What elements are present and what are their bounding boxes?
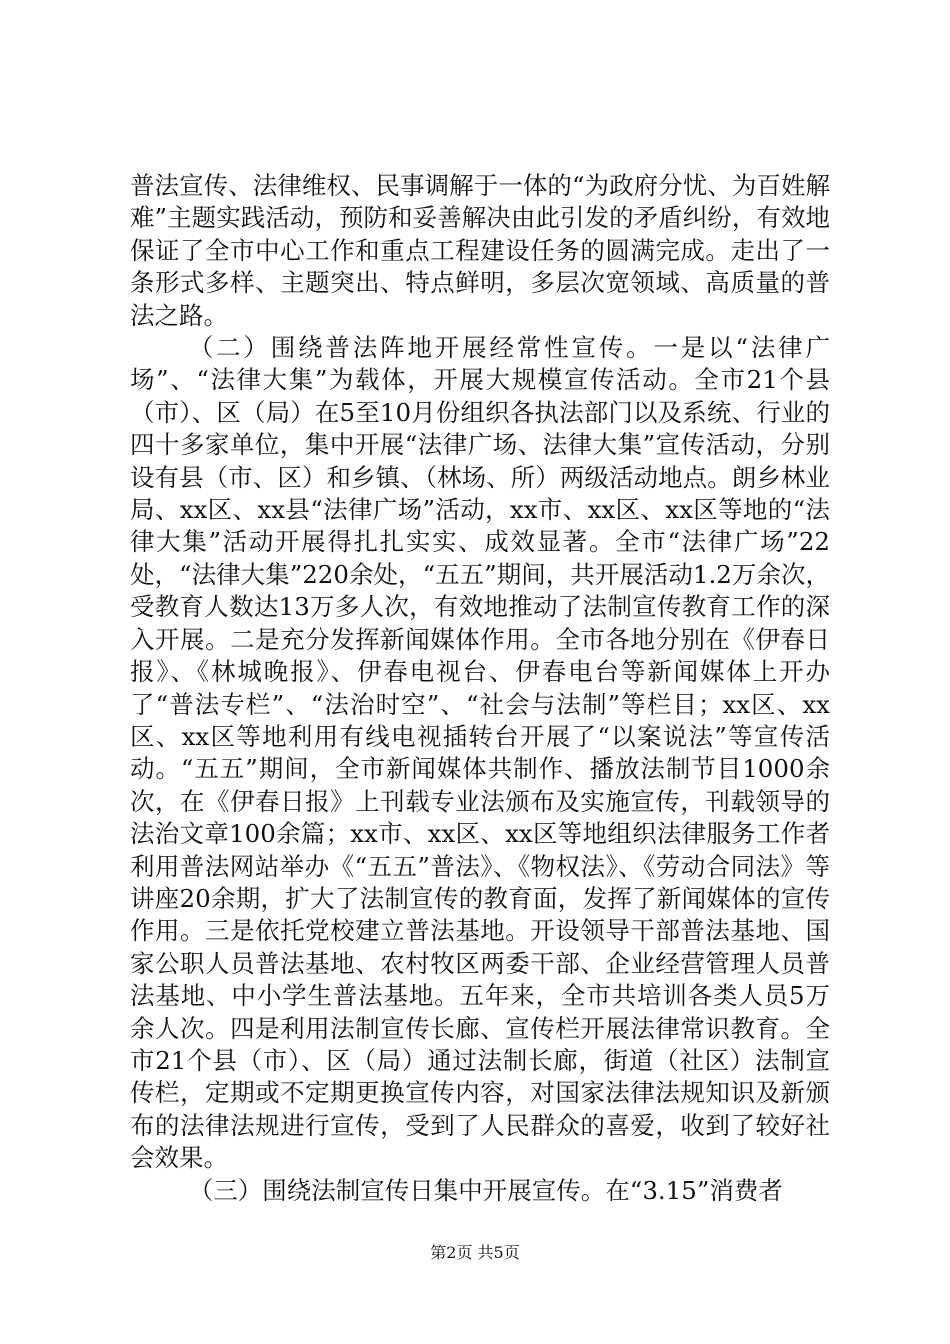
paragraph-continuation: 普法宣传、法律维权、民事调解于一体的“为政府分忧、为百姓解难”主题实践活动，预防和妥善解决由此引发的矛盾纠纷，有效地保证了全市中心工作和重点工程建设任务的圆满完成。走出了一条形式多样、主题突出、特点鲜明，多层次宽领域、高质量的普法之路。 bbox=[130, 171, 830, 330]
document-body bbox=[130, 170, 830, 1207]
paragraph-section-three: （三）围绕法制宣传日集中开展宣传。在“3.15”消费者 bbox=[188, 1175, 783, 1205]
paragraph-section-two: （二）围绕普法阵地开展经常性宣传。一是以“法律广场”、“法律大集”为载体，开展大规模宣传活动。全市21个县（市）、区（局）在5至10月份组织各执法部门以及系统、行业的四十多家单位，集中开展“法律广场、法律大集”宣传活动，分别设有县（市、区）和乡镇、（林场、所）两级活动地点。朗乡林业局、xx区、xx县“法律广场”活动，xx市、xx区、xx区等地的“法律大集”活动开展得扎扎实实、成效显著。全市“法律广场”22处，“法律大集”220余处，“五五”期间，共开展活动1.2万余次，受教育人数达13万多人次，有效地推动了法制宣传教育工作的深入开展。二是充分发挥新闻媒体作用。全市各地分别在《伊春日报》、《林城晚报》、伊春电视台、伊春电台等新闻媒体上开办了“普法专栏”、“法治时空”、“社会与法制”等栏目；xx区、xx区、xx区等地利用有线电视插转台开展了“以案说法”等宣传活动。“五五”期间，全市新闻媒体共制作、播放法制节目1000余次，在《伊春日报》上刊载专业法颁布及实施宣传，刊载领导的法治文章100余篇；xx市、xx区、xx区等地组织法律服务工作者利用普法网站举办《“五五”普法》、《物权法》、《劳动合同法》等讲座20余期，扩大了法制宣传的教育面，发挥了新闻媒体的宣传作用。三是依托党校建立普法基地。开设领导干部普法基地、国家公职人员普法基地、农村牧区两委干部、企业经营管理人员普法基地、中小学生普法基地。五年来，全市共培训各类人员5万余人次。四是利用法制宣传长廊、宣传栏开展法律常识教育。全市21个县（市）、区（局）通过法制长廊，街道（社区）法制宣传栏，定期或不定期更换宣传内容，对国家法律法规知识及新颁布的法律法规进行宣传，受到了人民群众的喜爱，收到了较好社会效果。 bbox=[130, 333, 830, 1173]
page-number-footer: 第2页 共5页 bbox=[430, 1243, 520, 1262]
